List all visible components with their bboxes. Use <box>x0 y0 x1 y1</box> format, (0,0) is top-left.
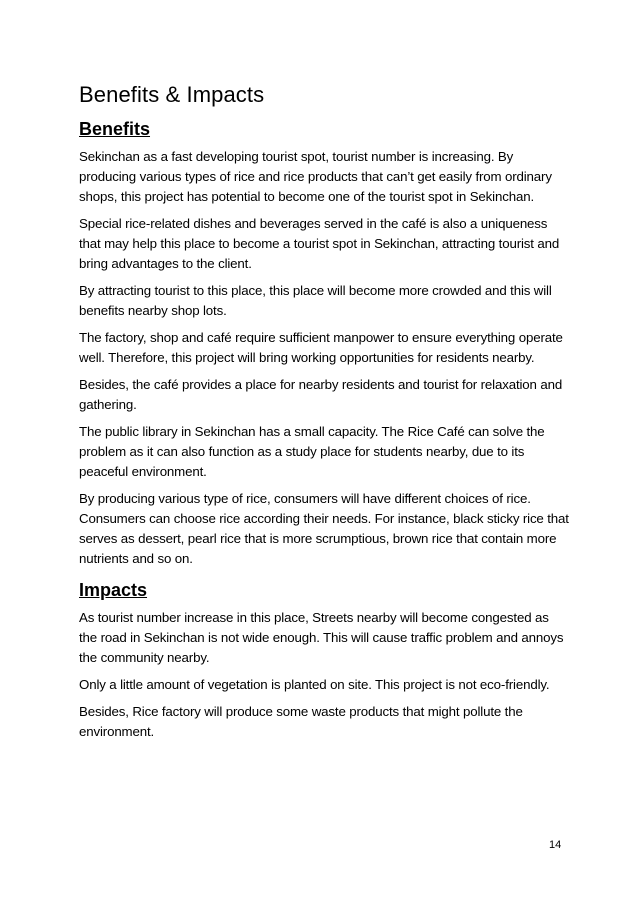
impacts-paragraph: Only a little amount of vegetation is planted on site. This project is not eco-friendly. <box>79 677 550 692</box>
benefits-paragraph: The factory, shop and café require sufficient manpower to ensure everything operate well. Therefore, this project will bring working opportunities for residents nearby. <box>79 330 563 365</box>
benefits-paragraph: The public library in Sekinchan has a small capacity. The Rice Café can solve the problem as it can also function as a study place for students nearby, due to its peaceful environment. <box>79 424 545 479</box>
benefits-paragraph: By attracting tourist to this place, this place will become more crowded and this will benefits nearby shop lots. <box>79 283 552 318</box>
impacts-paragraph: As tourist number increase in this place, Streets nearby will become congested as the road in Sekinchan is not wide enough. This will cause traffic problem and annoys the community nearby. <box>79 610 564 665</box>
page-number: 14 <box>549 839 562 851</box>
benefits-paragraph: Sekinchan as a fast developing tourist spot, tourist number is increasing. By producing various types of rice and rice products that can’t get easily from ordinary shops, this project has potential to become one of the tourist spot in Sekinchan. <box>79 149 552 204</box>
benefits-paragraph: By producing various type of rice, consumers will have different choices of rice. Consumers can choose rice according their needs. For instance, black sticky rice that serves as dessert, pearl rice that is more scrumptious, brown rice that contain more nutrients and so on. <box>79 491 569 566</box>
impacts-heading: Impacts <box>79 580 148 600</box>
benefits-paragraph: Special rice-related dishes and beverages served in the café is also a uniqueness that may help this place to become a tourist spot in Sekinchan, attracting tourist and bring advantages to the client. <box>79 216 560 271</box>
impacts-paragraph: Besides, Rice factory will produce some waste products that might pollute the environment. <box>79 704 523 739</box>
page-title: Benefits & Impacts <box>79 82 265 107</box>
benefits-heading: Benefits <box>79 119 151 139</box>
benefits-paragraph: Besides, the café provides a place for nearby residents and tourist for relaxation and gathering. <box>79 377 563 412</box>
page-content <box>79 82 569 749</box>
